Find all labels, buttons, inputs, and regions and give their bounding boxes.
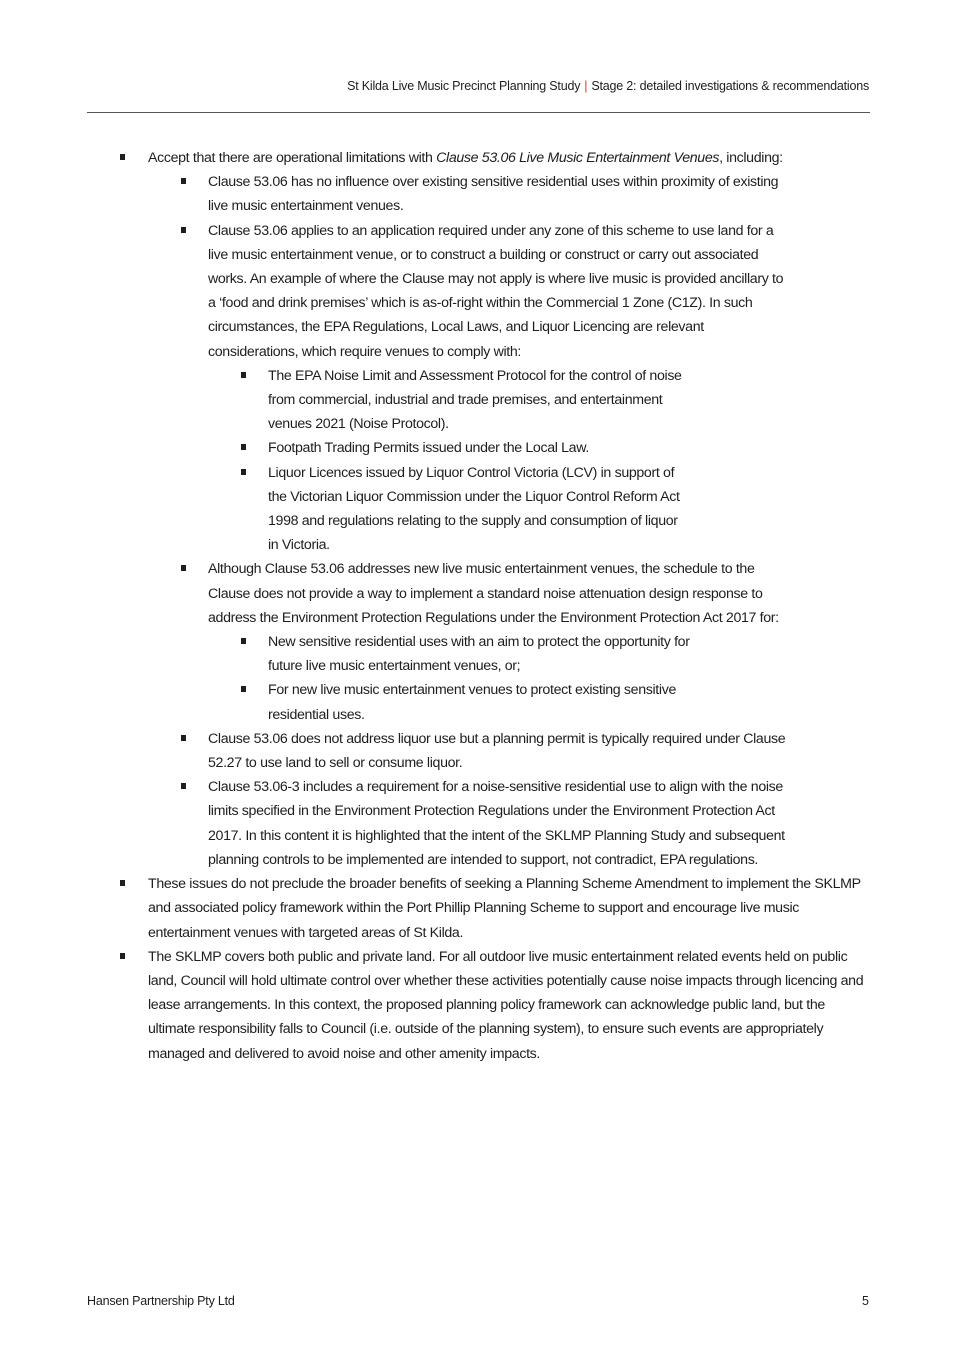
sub-sub-list [208,364,786,558]
list-item [0,872,956,945]
square-bullet-icon [181,178,186,184]
item-text: The SKLMP covers both public and private land. For all outdoor live music entertainment related events held on public land, Council will hold ultimate control over whether these activities potentially cause noise impacts through licencing and lease arrangements. In this context, the proposed planning policy framework can acknowledge public land, but the ultimate responsibility falls to Council (i.e. outside of the planning system), to ensure such events are appropriately managed and delivered to avoid noise and other amenity impacts. [148,948,864,1062]
page-number: 5 [862,1294,869,1308]
square-bullet-icon [241,638,246,644]
square-bullet-icon [120,880,125,886]
item-text: Clause 53.06-3 includes a requirement for a noise-sensitive residential use to align with the noise limits specified in the Environment Protection Regulations under the Environment Protection Act 2017. In this content it is highlighted that the intent of the SKLMP Planning Study and subsequent planning controls to be implemented are intended to support, not contradict, EPA regulations. [208,779,785,868]
item-intro: Accept that there are operational limitations with [148,150,437,166]
header-rule [87,112,870,113]
square-bullet-icon [241,686,246,692]
item-text: For new live music entertainment venues to protect existing sensitive residential uses. [268,682,676,723]
list-item [0,945,956,1066]
sub-sub-list-item [0,436,786,460]
sub-sub-list [208,630,786,727]
body-content [0,146,956,1066]
item-text: The EPA Noise Limit and Assessment Protocol for the control of noise from commercial, industrial and trade premises, and entertainment venues 2021 (Noise Protocol). [268,367,682,433]
item-text: Clause 53.06 applies to an application required under any zone of this scheme to use land for a live music entertainment venue, or to construct a building or construct or carry out associated works. An example of where the Clause may not apply is where live music is provided ancillary to a ‘food and drink premises’ which is as-of-right within the Commercial 1 Zone (C1Z). In such circumstances, the EPA Regulations, Local Laws, and Liquor Licencing are relevant considerations, which require venues to comply with: [208,222,784,360]
square-bullet-icon [120,154,125,160]
square-bullet-icon [241,444,246,450]
square-bullet-icon [181,735,186,741]
item-text: Clause 53.06 does not address liquor use but a planning permit is typically required under Clause 52.27 to use land to sell or consume liquor. [208,730,786,772]
sub-sub-list-item [0,678,786,726]
footer-company: Hansen Partnership Pty Ltd [87,1294,235,1308]
sub-list-item [0,727,871,775]
square-bullet-icon [181,783,186,789]
item-text: These issues do not preclude the broader benefits of seeking a Planning Scheme Amendment to implement the SKLMP and associated policy framework within the Port Phillip Planning Scheme to support and encourage live music entertainment venues with targeted areas of St Kilda. [148,876,861,941]
square-bullet-icon [241,469,246,475]
item-text: Footpath Trading Permits issued under the Local Law. [268,440,589,457]
list-item [0,146,956,872]
header-separator: | [584,79,588,93]
page-header [347,79,869,93]
sub-sub-list-item [0,630,786,678]
header-subtitle: Stage 2: detailed investigations & recommendations [591,79,869,93]
item-text: Although Clause 53.06 addresses new live music entertainment venues, the schedule to the Clause does not provide a way to implement a standard noise attenuation design response to address the Environment Protection Regulations under the Environment Protection Act 2017 for: [208,561,779,626]
sub-list-item [0,219,871,558]
item-outro: , including: [719,150,783,166]
sub-sub-list-item [0,461,786,558]
sub-sub-list-item [0,364,786,437]
item-emphasis: Clause 53.06 Live Music Entertainment Venues [436,150,720,166]
sub-list [148,170,871,872]
square-bullet-icon [120,953,125,959]
sub-list-item [0,170,871,218]
bullet-list [0,146,956,1066]
square-bullet-icon [181,227,186,233]
sub-list-item [0,557,871,726]
square-bullet-icon [241,372,246,378]
item-text: Liquor Licences issued by Liquor Control Victoria (LCV) in support of the Victorian Liquor Commission under the Liquor Control Reform Act 1998 and regulations relating to the supply and consumption of liquor in Victoria. [268,464,680,554]
header-title: St Kilda Live Music Precinct Planning Study [347,79,581,93]
item-text: New sensitive residential uses with an aim to protect the opportunity for future live music entertainment venues, or; [268,634,690,675]
sub-list-item [0,775,871,872]
square-bullet-icon [181,565,186,571]
item-text: Clause 53.06 has no influence over existing sensitive residential uses within proximity of existing live music entertainment venues. [208,174,779,215]
